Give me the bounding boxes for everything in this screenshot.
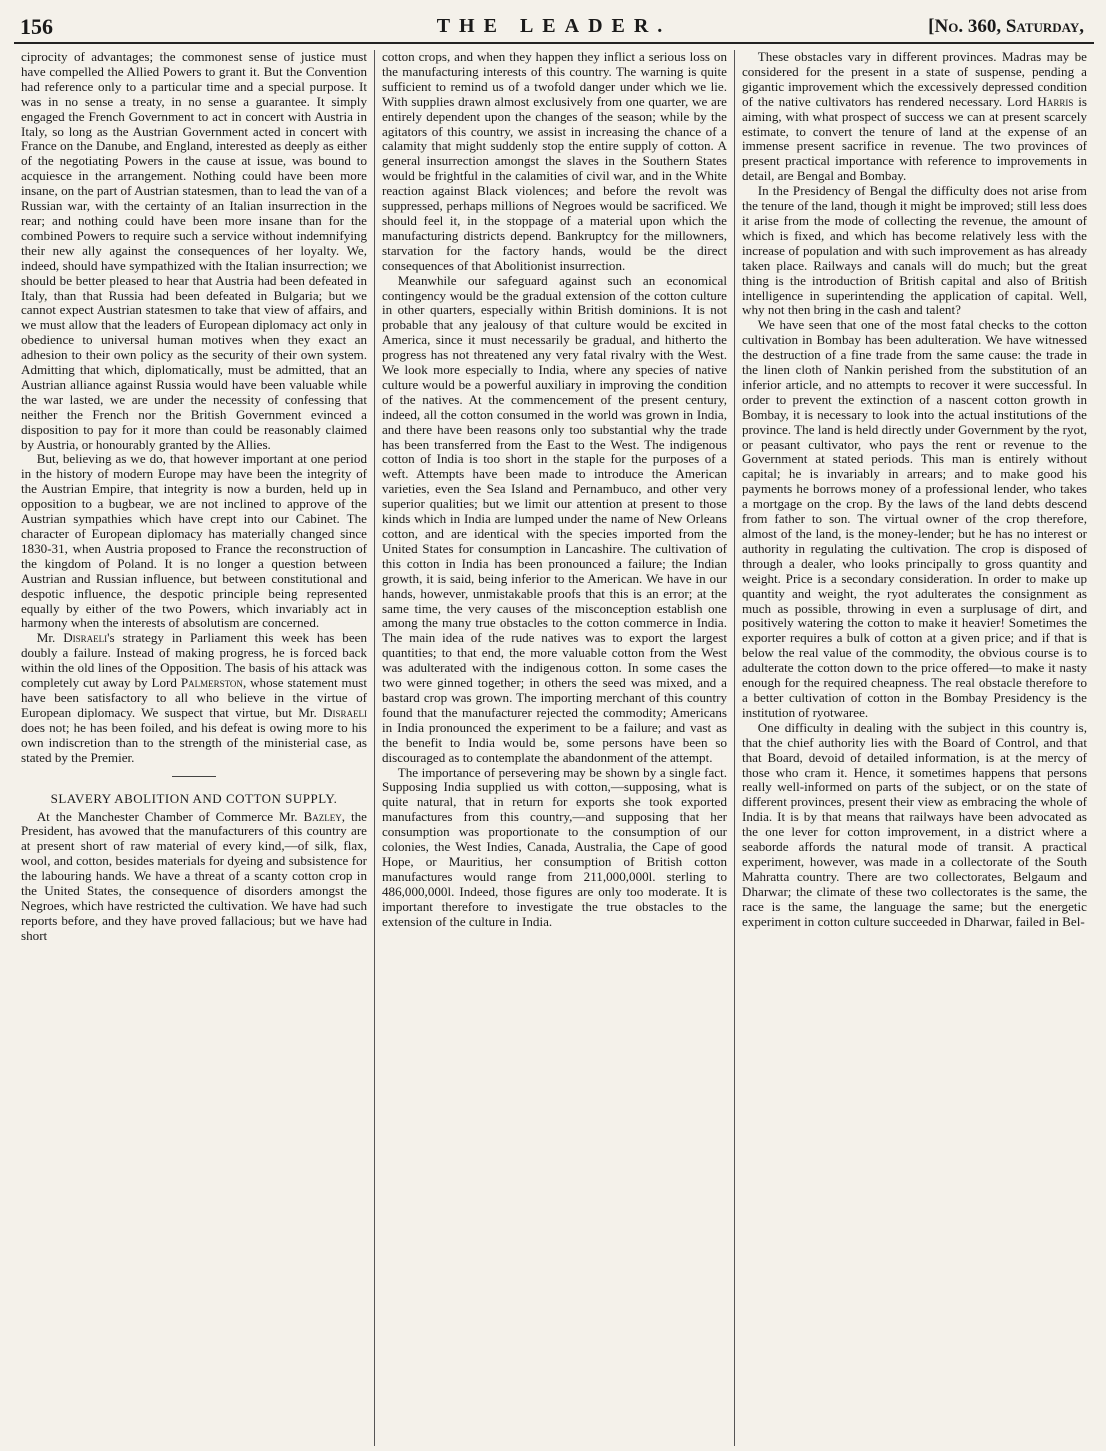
paragraph: At the Manchester Chamber of Commerce Mr. Bazley, the President, has avowed that the manufacturers of this country are at present short of raw material of every kind,—of silk, flax, wool, and cotton, besides materials for dyeing and subsistence for the labouring hands. We have a threat of a scanty cotton crop in the United States, the consequence of disorders amongst the Negroes, which have restricted the cultivation. We have had such reports before, and they have proved fallacious; but we have had short: [21, 808, 367, 943]
paragraph: These obstacles vary in different provinces. Madras may be considered for the present in a state of suspense, pending a gigantic improvement which the excessively depressed condition of the native cultivators has rendered necessary. Lord Harris is aiming, with what prospect of success we can at present scarcely estimate, to convert the tenure of land at the expense of an immense present sacrifice in revenue. The two provinces of present practical importance with reference to improvements in detail, are Bengal and Bombay.: [742, 50, 1087, 184]
paragraph: Meanwhile our safeguard against such an economical contingency would be the gradual extension of the cotton culture in other quarters, especially within British dominions. It is not probable that any jealousy of that culture would be excited in America, since it must necessarily be gradual, and hitherto the progress has not threatened any very fatal rivalry with the West. We look more especially to India, where any species of native culture would be a powerful auxiliary in improving the condition of the natives. At the commencement of the present century, indeed, all the cotton consumed in the world was grown in India, and there have been reasons only too substantial why the trade has been transferred from the East to the West. The indigenous cotton of India is too short in the staple for the purposes of a weft. Attempts have been made to introduce the American varieties, even the Sea Island and Pernambuco, and other very superior qualities; but we limit our attention at present to those kinds which in India are lumped under the name of New Orleans cotton, and are identical with the species imported from the United States for consumption in Lancashire. The cultivation of this cotton in India has been pronounced a failure; the Indian growth, it is said, being inferior to the American. We have in our hands, however, unmistakable proofs that this is an error; at the same time, the very causes of the misconception establish one among the many true obstacles to the cotton commerce in India. The main idea of the rude natives was to export the largest quantities; to that end, the more valuable cotton from the West was adulterated with the indigenous cotton. In some cases the two were ginned together; in others the seed was mixed, and a bastard crop was grown. The importing merchant of this country found that the manufacturer rejected the commodity; Americans in India pronounced the experiment to be a failure; and vast as the benefit to India would be, some persons have been so discouraged as to contemplate the abandonment of the attempt.: [382, 272, 727, 765]
paragraph: Mr. Disraeli's strategy in Parliament this week has been doubly a failure. Instead of making progress, he is forced back within the old lines of the Opposition. The basis of his attack was completely cut away by Lord Palmerston, whose statement must have been satisfactory to all who believe in the virtue of European diplomacy. We suspect that virtue, but Mr. Disraeli does not; he has been foiled, and his defeat is owing more to his own indiscretion than to the strength of the ministerial case, as stated by the Premier.: [21, 630, 367, 765]
paragraph: We have seen that one of the most fatal checks to the cotton cultivation in Bombay has been adulteration. We have witnessed the destruction of a fine trade from the same cause: the trade in the linen cloth of Nankin perished from the substitution of an inferior article, and no attempts to recover it were successful. In order to prevent the extinction of a nascent cotton growth in Bombay, it is necessary to look into the actual institutions of the province. The land is held directly under Government by the ryot, or peasant cultivator, who pays the rent or revenue to the Government at stated periods. This man is entirely without capital; he is invariably in arrears; and to make good his payments he borrows money of a professional lender, who takes a mortgage on the crop. By the laws of the land debts descend from father to son. The virtual owner of the crop therefore, almost of the land, is the money-lender; but he has no interest or authority in regulating the cultivation. The crop is disposed of through a dealer, who looks principally to gross quantity and weight. Price is a secondary consideration. In order to make up quantity and weight, the ryot adulterates the consignment as much as possible, throwing in even a surplusage of dirt, and positively watering the cotton to make it heavier! Sometimes the exporter requires a bulk of cotton at a given price; and if that is below the real value of the commodity, the obvious course is to adulterate the cotton down to the price offered—to make it nasty enough for the required cheapness. The real obstacle therefore to a better cultivation of cotton in the Bombay Presidency is the institution of ryotwaree.: [742, 317, 1087, 720]
issue-label: [No. 360, Saturday,: [928, 16, 1084, 37]
newspaper-title: THE LEADER.: [436, 15, 672, 37]
columns: [14, 50, 1094, 1446]
section-divider: [172, 776, 216, 777]
paragraph: In the Presidency of Bengal the difficulty does not arise from the tenure of the land, though it might be improved; still less does it arise from the mode of collecting the revenue, the amount of which is fixed, and which has become relatively less with the increase of population and with such improvement as has already taken place. Railways and canals will do much; but the great thing is the introduction of British capital and also of British intelligence in superintending the application of capital. Well, why not then bring in the cash and talent?: [742, 183, 1087, 318]
masthead: [14, 12, 1094, 44]
column-1: [14, 50, 374, 1446]
paragraph: One difficulty in dealing with the subject in this country is, that the chief authority lies with the Board of Control, and that that Board, devoid of detailed information, is at the mercy of those who cram it. Hence, it sometimes happens that persons really well-informed on parts of the subject, or on the state of different provinces, present their view as embracing the whole of India. It is by that means that railways have been advocated as the one lever for cotton improvement, in a district where a seaborde affords the natural mode of transit. A practical experiment, however, was made in a collectorate of the South Mahratta country. There are two collectorates, Belgaum and Dharwar; the climate of these two collectorates is the same, the race is the same, the language the same; but the energetic experiment in cotton culture succeeded in Dharwar, failed in Bel-: [742, 719, 1087, 929]
column-2: [374, 50, 734, 1446]
paragraph: cotton crops, and when they happen they inflict a serious loss on the manufacturing interests of this country. The warning is quite sufficient to remind us of a twofold danger under which we lie. With supplies drawn almost exclusively from one quarter, we are entirely dependent upon the changes of the season; while by the agitators of this country, we assist in increasing the chance of a calamity that might suddenly stop the entire supply of cotton. A general insurrection amongst the slaves in the Southern States would be frightful in the calamities of civil war, and in the White reaction against Black violences; and before the revolt was suppressed, perhaps millions of Negroes would be sacrificed. We should feel it, in the stoppage of a material upon which the manufacturing districts depend. Bankruptcy for the millowners, starvation for the factory hands, would be the direct consequences of that Abolitionist insurrection.: [382, 50, 727, 273]
column-3: [734, 50, 1094, 1446]
paragraph: The importance of persevering may be shown by a single fact. Supposing India supplied us with cotton,—supposing, what is quite natural, that in return for exports she took exported manufactures from this country,—and supposing that her consumption was proportionate to the consumption of our colonies, the West Indies, Canada, Australia, the Cape of good Hope, or Mauritius, her consumption of British cotton manufactures would range from 211,000,000l. sterling to 486,000,000l. Indeed, those figures are only too moderate. It is important therefore to investigate the true obstacles to the extension of the culture in India.: [382, 764, 727, 929]
page-number: 156: [20, 14, 53, 39]
article-heading: SLAVERY ABOLITION AND COTTON SUPPLY.: [50, 790, 338, 806]
paragraph: ciprocity of advantages; the commonest sense of justice must have compelled the Allied Powers to grant it. But the Convention had reference only to a particular time and a special purpose. It was in no sense a treaty, in no sense a guarantee. It simply engaged the French Government to act in concert with Austria in Italy, so long as the Austrian Government acted in concert with France on the Danube, and England, interested as deeply as either of the negotiating Powers in the cause at issue, was bound to acquiesce in the arrangement. Nothing could have been more insane, on the part of Austrian statesmen, than to lead the van of a Russian war, with the certainty of an Italian insurrection in the rear; and nothing could have been more insane than for the combined Powers to require such a service without indemnifying their new ally against the consequences of her loyalty. We, indeed, should have sympathized with the Italian insurrection; we should be better pleased to hear that Austria had been defeated in Italy, than that Russia had been defeated in Bulgaria; but we cannot expect Austrian statesmen to take that view of affairs, and we must allow that the leaders of European diplomacy act only in obedience to universal human motives when they exact an adhesion to their own policy as the security of their own system. Admitting that which, diplomatically, must be admitted, that an Austrian alliance against Russia would have been valuable while the war lasted, we are under the necessity of confessing that neither the French nor the British Government evinced a disposition to pay for it more than could be reasonably claimed by Austria, or honourably granted by the Allies.: [21, 50, 367, 452]
paragraph: But, believing as we do, that however important at one period in the history of modern Europe may have been the integrity of the Austrian Empire, that integrity is now a burden, held up in opposition to a bugbear, we are not inclined to approve of the Austrian sympathies which have crept into our Cabinet. The character of European diplomacy has materially changed since 1830-31, when Austria proposed to France the reconstruction of the kingdom of Poland. It is no longer a question between Austrian and Russian influence, but between constitutional and despotic influence, the despotic principle being represented equally by either of the two Powers, which invariably act in harmony when the interests of absolutism are concerned.: [21, 451, 367, 631]
